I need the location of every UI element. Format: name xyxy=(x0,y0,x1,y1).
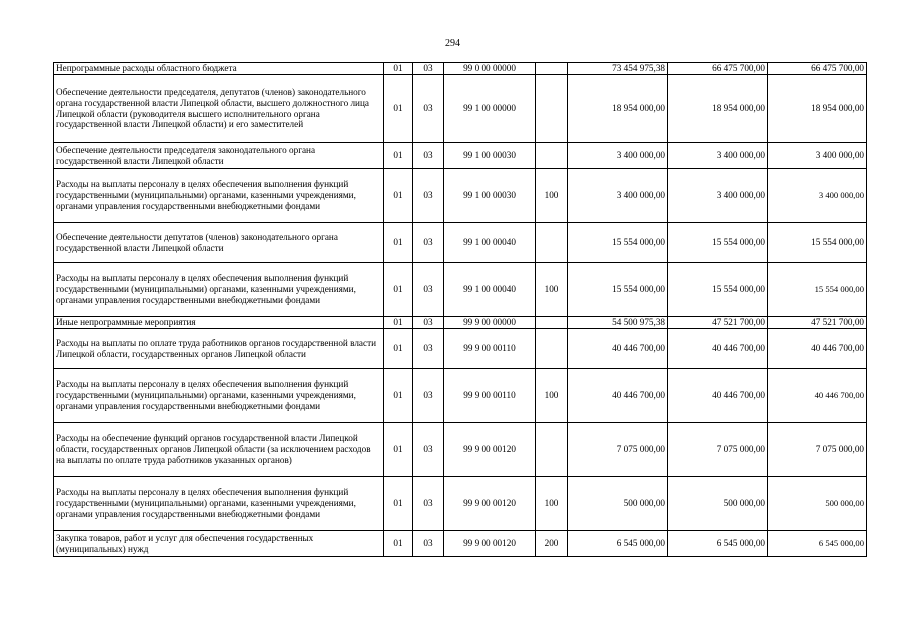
target-article-code: 99 9 00 00110 xyxy=(444,329,536,369)
row-name: Обеспечение деятельности депутатов (членов) законодательного органа государственной власти Липецкой области xyxy=(54,223,384,263)
expense-type-code: 100 xyxy=(536,369,568,423)
amount-col-2: 3 400 000,00 xyxy=(668,143,768,169)
amount-col-1: 15 554 000,00 xyxy=(568,263,668,317)
row-name: Расходы на выплаты персоналу в целях обеспечения выполнения функций государственными (муниципальными) органами, казенными учреждениями, органами управления государственными внебюджетными фондами xyxy=(54,477,384,531)
expense-type-code xyxy=(536,223,568,263)
amount-col-2: 40 446 700,00 xyxy=(668,329,768,369)
amount-col-2: 7 075 000,00 xyxy=(668,423,768,477)
table-row xyxy=(54,477,867,531)
expense-type-code xyxy=(536,143,568,169)
subsection-code: 03 xyxy=(413,423,444,477)
amount-col-1: 54 500 975,38 xyxy=(568,317,668,329)
target-article-code: 99 9 00 00120 xyxy=(444,423,536,477)
section-code: 01 xyxy=(384,329,413,369)
table-row xyxy=(54,169,867,223)
row-name: Расходы на выплаты персоналу в целях обеспечения выполнения функций государственными (муниципальными) органами, казенными учреждениями, органами управления государственными внебюджетными фондами xyxy=(54,369,384,423)
amount-col-3: 15 554 000,00 xyxy=(768,223,867,263)
table-row xyxy=(54,263,867,317)
target-article-code: 99 0 00 00000 xyxy=(444,63,536,75)
subsection-code: 03 xyxy=(413,63,444,75)
amount-col-1: 3 400 000,00 xyxy=(568,169,668,223)
target-article-code: 99 9 00 00120 xyxy=(444,531,536,557)
amount-col-1: 6 545 000,00 xyxy=(568,531,668,557)
target-article-code: 99 1 00 00030 xyxy=(444,143,536,169)
amount-col-3: 40 446 700,00 xyxy=(768,369,867,423)
amount-col-3: 7 075 000,00 xyxy=(768,423,867,477)
amount-col-1: 7 075 000,00 xyxy=(568,423,668,477)
table-row xyxy=(54,143,867,169)
amount-col-2: 18 954 000,00 xyxy=(668,75,768,143)
subsection-code: 03 xyxy=(413,263,444,317)
table-row xyxy=(54,369,867,423)
amount-col-3: 47 521 700,00 xyxy=(768,317,867,329)
table-row xyxy=(54,63,867,75)
amount-col-2: 15 554 000,00 xyxy=(668,223,768,263)
expense-type-code: 100 xyxy=(536,263,568,317)
amount-col-3: 3 400 000,00 xyxy=(768,143,867,169)
table-row xyxy=(54,223,867,263)
amount-col-1: 3 400 000,00 xyxy=(568,143,668,169)
section-code: 01 xyxy=(384,63,413,75)
row-name: Расходы на выплаты по оплате труда работников органов государственной власти Липецкой области, государственных органов Липецкой области xyxy=(54,329,384,369)
table-row xyxy=(54,75,867,143)
page-number: 294 xyxy=(445,38,460,49)
amount-col-2: 6 545 000,00 xyxy=(668,531,768,557)
target-article-code: 99 9 00 00120 xyxy=(444,477,536,531)
amount-col-1: 18 954 000,00 xyxy=(568,75,668,143)
subsection-code: 03 xyxy=(413,317,444,329)
table-row xyxy=(54,531,867,557)
amount-col-1: 73 454 975,38 xyxy=(568,63,668,75)
section-code: 01 xyxy=(384,75,413,143)
expense-type-code: 200 xyxy=(536,531,568,557)
target-article-code: 99 9 00 00110 xyxy=(444,369,536,423)
subsection-code: 03 xyxy=(413,369,444,423)
amount-col-2: 66 475 700,00 xyxy=(668,63,768,75)
row-name: Расходы на обеспечение функций органов государственной власти Липецкой области, государственных органов Липецкой области (за исключением расходов на выплаты по оплате труда работников указанных органов) xyxy=(54,423,384,477)
table-row xyxy=(54,317,867,329)
row-name: Иные непрограммные мероприятия xyxy=(54,317,384,329)
row-name: Расходы на выплаты персоналу в целях обеспечения выполнения функций государственными (муниципальными) органами, казенными учреждениями, органами управления государственными внебюджетными фондами xyxy=(54,169,384,223)
target-article-code: 99 9 00 00000 xyxy=(444,317,536,329)
amount-col-1: 15 554 000,00 xyxy=(568,223,668,263)
expense-type-code xyxy=(536,423,568,477)
section-code: 01 xyxy=(384,423,413,477)
amount-col-3: 40 446 700,00 xyxy=(768,329,867,369)
subsection-code: 03 xyxy=(413,329,444,369)
expense-type-code: 100 xyxy=(536,477,568,531)
section-code: 01 xyxy=(384,317,413,329)
expense-type-code xyxy=(536,75,568,143)
subsection-code: 03 xyxy=(413,169,444,223)
section-code: 01 xyxy=(384,531,413,557)
amount-col-2: 500 000,00 xyxy=(668,477,768,531)
row-name: Обеспечение деятельности председателя, депутатов (членов) законодательного органа государственной власти Липецкой области, высшего должностного лица Липецкой области (руководителя высшего исполнительного органа государственной власти Липецкой области) и его заместителей xyxy=(54,75,384,143)
target-article-code: 99 1 00 00040 xyxy=(444,263,536,317)
section-code: 01 xyxy=(384,143,413,169)
subsection-code: 03 xyxy=(413,477,444,531)
amount-col-1: 500 000,00 xyxy=(568,477,668,531)
expense-type-code xyxy=(536,317,568,329)
amount-col-3: 500 000,00 xyxy=(768,477,867,531)
subsection-code: 03 xyxy=(413,75,444,143)
subsection-code: 03 xyxy=(413,223,444,263)
row-name: Расходы на выплаты персоналу в целях обеспечения выполнения функций государственными (муниципальными) органами, казенными учреждениями, органами управления государственными внебюджетными фондами xyxy=(54,263,384,317)
expense-type-code: 100 xyxy=(536,169,568,223)
amount-col-1: 40 446 700,00 xyxy=(568,369,668,423)
table-row xyxy=(54,329,867,369)
row-name: Обеспечение деятельности председателя законодательного органа государственной власти Липецкой области xyxy=(54,143,384,169)
section-code: 01 xyxy=(384,477,413,531)
target-article-code: 99 1 00 00040 xyxy=(444,223,536,263)
amount-col-3: 15 554 000,00 xyxy=(768,263,867,317)
amount-col-2: 15 554 000,00 xyxy=(668,263,768,317)
amount-col-1: 40 446 700,00 xyxy=(568,329,668,369)
amount-col-2: 47 521 700,00 xyxy=(668,317,768,329)
row-name: Закупка товаров, работ и услуг для обеспечения государственных (муниципальных) нужд xyxy=(54,531,384,557)
target-article-code: 99 1 00 00000 xyxy=(444,75,536,143)
budget-table xyxy=(53,62,867,557)
subsection-code: 03 xyxy=(413,531,444,557)
amount-col-2: 3 400 000,00 xyxy=(668,169,768,223)
target-article-code: 99 1 00 00030 xyxy=(444,169,536,223)
amount-col-3: 3 400 000,00 xyxy=(768,169,867,223)
amount-col-3: 6 545 000,00 xyxy=(768,531,867,557)
amount-col-2: 40 446 700,00 xyxy=(668,369,768,423)
expense-type-code xyxy=(536,63,568,75)
section-code: 01 xyxy=(384,223,413,263)
row-name: Непрограммные расходы областного бюджета xyxy=(54,63,384,75)
section-code: 01 xyxy=(384,263,413,317)
amount-col-3: 18 954 000,00 xyxy=(768,75,867,143)
subsection-code: 03 xyxy=(413,143,444,169)
expense-type-code xyxy=(536,329,568,369)
section-code: 01 xyxy=(384,369,413,423)
amount-col-3: 66 475 700,00 xyxy=(768,63,867,75)
table-row xyxy=(54,423,867,477)
section-code: 01 xyxy=(384,169,413,223)
